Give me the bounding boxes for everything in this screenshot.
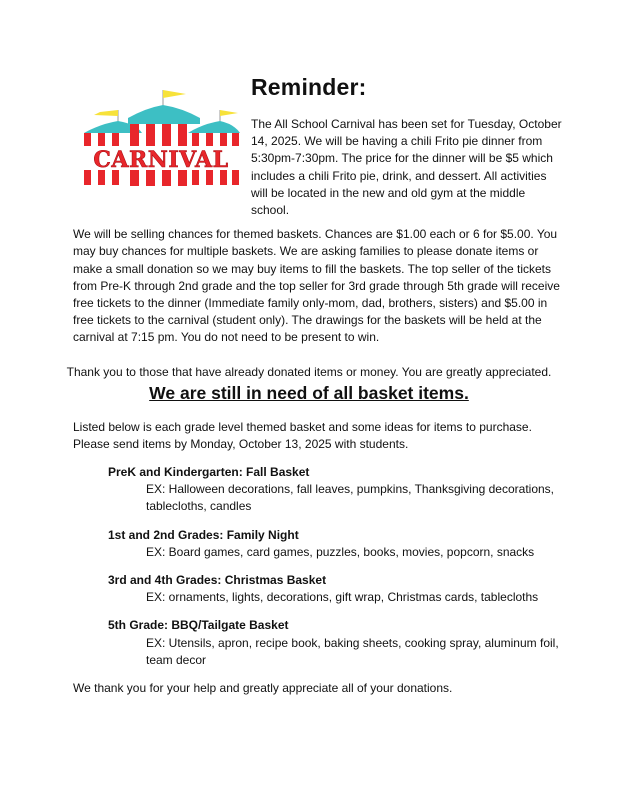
basket-examples: EX: Halloween decorations, fall leaves, pumpkins, Thanksgiving decorations, tablecloths, candles (146, 482, 554, 514)
logo-text: CARNIVAL (93, 147, 229, 173)
basket-name: PreK and Kindergarten: Fall Basket (108, 465, 310, 480)
carnival-logo (82, 88, 240, 188)
page-title: Reminder: (251, 74, 367, 100)
basket-item (108, 464, 566, 516)
basket-name: 1st and 2nd Grades: Family Night (108, 527, 299, 542)
flag-icon (94, 110, 118, 122)
basket-name: 3rd and 4th Grades: Christmas Basket (108, 573, 327, 588)
header-text (251, 73, 566, 219)
intro-paragraph: The All School Carnival has been set for Tuesday, October 14, 2025. We will be having a chili Frito pie dinner from 5:30pm-7:30pm. The price for the dinner will be $5 which includes a chili Frito pie, drink, and dessert. All activities will be located in the new and old gym at the middle school. (251, 117, 562, 218)
basket-item (108, 527, 566, 561)
need-heading: We are still in need of all basket items. (149, 382, 469, 403)
header-section (82, 73, 566, 219)
chances-paragraph: We will be selling chances for themed baskets. Chances are $1.00 each or 6 for $5.00. You may buy chances for multiple baskets. We are asking families to please donate items or make a small donation so we may buy items to fill the baskets. The top seller of the tickets from Pre-K through 2nd grade and the top seller for 3rd grade through 5th grade will receive free tickets to the dinner (Immediate family only-mom, dad, brothers, sisters) and $5.00 in free tickets to the carnival (student only). The drawings for the baskets will be held at the carnival at 7:15 pm. You do not need to be present to win. (73, 227, 560, 345)
listed-paragraph: Listed below is each grade level themed basket and some ideas for items to purchase. Please send items by Monday, October 13, 2025 with students. (73, 419, 532, 451)
closing-text: We thank you for your help and greatly appreciate all of your donations. (73, 681, 453, 696)
flag-icon (163, 90, 186, 106)
thanks-text: Thank you to those that have already donated items or money. You are greatly appreciated. (66, 364, 552, 379)
tent-roof-icon (128, 105, 200, 124)
basket-item (108, 572, 566, 606)
flag-icon (220, 110, 238, 122)
basket-name: 5th Grade: BBQ/Tailgate Basket (108, 618, 289, 633)
basket-examples: EX: Board games, card games, puzzles, books, movies, popcorn, snacks (146, 544, 535, 559)
basket-examples: EX: Utensils, apron, recipe book, baking sheets, cooking spray, aluminum foil, team decor (146, 635, 559, 667)
basket-examples: EX: ornaments, lights, decorations, gift wrap, Christmas cards, tablecloths (146, 590, 539, 605)
basket-item (108, 617, 566, 669)
